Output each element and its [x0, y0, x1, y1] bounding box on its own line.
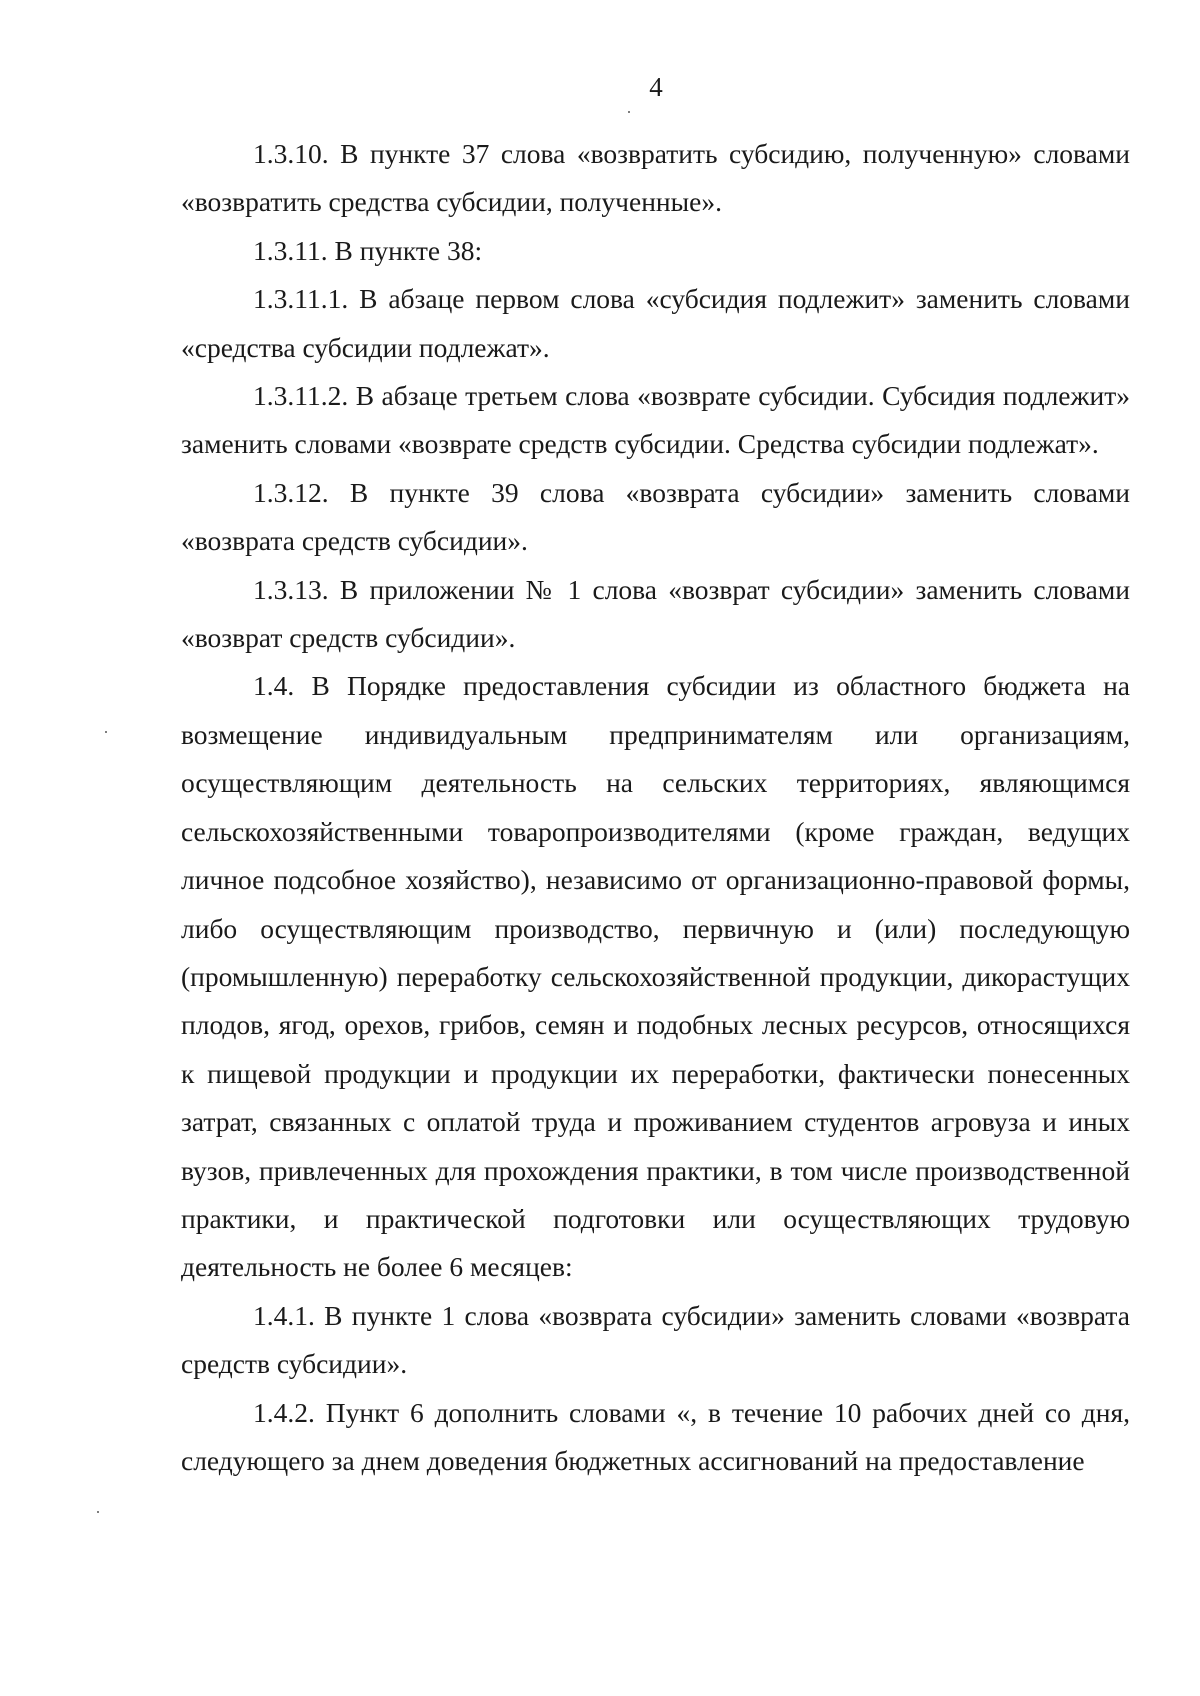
paragraph-1-3-11-2: 1.3.11.2. В абзаце третьем слова «возврате субсидии. Субсидия подлежит» заменить словами «возврате средств субсидии. Средства субсидии подлежат». — [181, 380, 1130, 460]
paragraph-1-4-2: 1.4.2. Пункт 6 дополнить словами «, в течение 10 рабочих дней со дня, следующего за днем доведения бюджетных ассигнований на предоставление — [181, 1396, 1130, 1476]
paragraph-1-3-11-1: 1.3.11.1. В абзаце первом слова «субсидия подлежит» заменить словами «средства субсидии подлежат». — [181, 283, 1130, 363]
document-body — [181, 130, 1130, 1485]
page-number: 4 — [649, 72, 663, 102]
scan-speck — [105, 731, 107, 733]
paragraph-1-3-12: 1.3.12. В пункте 39 слова «возврата субсидии» заменить словами «возврата средств субсидии». — [181, 476, 1130, 557]
scan-speck — [628, 111, 630, 113]
scan-speck — [97, 1511, 99, 1513]
paragraph-1-4: 1.4. В Порядке предоставления субсидии из областного бюджета на возмещение индивидуальным предпринимателям или организациям, осуществляющим деятельность на сельских территориях, являющимся сельскохозяйственными товаропроизводителями (кроме граждан, ведущих личное подсобное хозяйство), независимо от организационно-правовой формы, либо осуществляющим производство, первичную и (или) последующую (промышленную) переработку сельскохозяйственной продукции, дикорастущих плодов, ягод, орехов, грибов, семян и подобных лесных ресурсов, относящихся к пищевой продукции и продукции их переработки, фактически понесенных затрат, связанных с оплатой труда и проживанием студентов агровуза и иных вузов, привлеченных для прохождения практики, в том числе производственной практики, и практической подготовки или осуществляющих трудовую деятельность не более 6 месяцев: — [181, 670, 1130, 1283]
paragraph-1-4-1: 1.4.1. В пункте 1 слова «возврата субсидии» заменить словами «возврата средств субсидии». — [181, 1299, 1130, 1380]
paragraph-1-3-10: 1.3.10. В пункте 37 слова «возвратить субсидию, полученную» словами «возвратить средства субсидии, полученные». — [181, 138, 1130, 218]
paragraph-1-3-11: 1.3.11. В пункте 38: — [253, 234, 483, 266]
paragraph-1-3-13: 1.3.13. В приложении № 1 слова «возврат субсидии» заменить словами «возврат средств субсидии». — [181, 573, 1130, 654]
